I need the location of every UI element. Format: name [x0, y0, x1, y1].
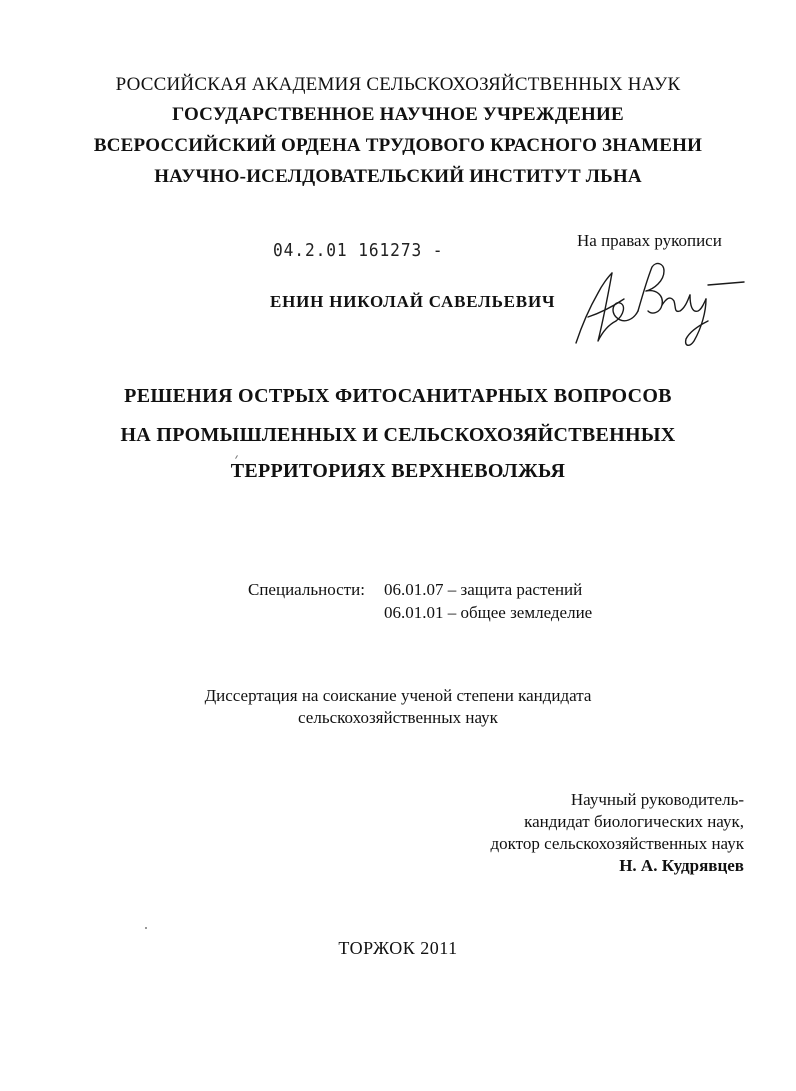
- dissertation-title-line-3: ТЕРРИТОРИЯХ ВЕРХНЕВОЛЖЬЯ: [230, 460, 566, 482]
- author-name: ЕНИН НИКОЛАЙ САВЕЛЬЕВИЧ: [270, 292, 556, 311]
- specialty-item: 06.01.01 – общее земледелие: [384, 603, 593, 622]
- specialties-label: Специальности:: [248, 580, 365, 599]
- scan-speck: [145, 927, 147, 929]
- supervisor-name: Н. А. Кудрявцев: [619, 856, 744, 875]
- registration-stamp: 04.2.01 161273 -: [273, 240, 444, 261]
- institution-order: ВСЕРОССИЙСКИЙ ОРДЕНА ТРУДОВОГО КРАСНОГО ЗНАМЕНИ: [93, 135, 703, 156]
- scan-speck: [235, 455, 238, 459]
- institution-type: ГОСУДАРСТВЕННОЕ НАУЧНОЕ УЧРЕЖДЕНИЕ: [172, 104, 624, 125]
- institute-name: НАУЧНО-ИСЕЛДОВАТЕЛЬСКИЙ ИНСТИТУТ ЛЬНА: [154, 166, 642, 187]
- degree-statement-line-1: Диссертация на соискание ученой степени кандидата: [204, 686, 592, 705]
- specialty-item: 06.01.07 – защита растений: [384, 580, 583, 599]
- supervisor-role: Научный руководитель-: [570, 790, 744, 809]
- supervisor-doctorate: доктор сельскохозяйственных наук: [490, 834, 744, 853]
- degree-statement-line-2: сельскохозяйственных наук: [298, 708, 498, 727]
- author-signature: [568, 255, 748, 350]
- manuscript-rights: На правах рукописи: [577, 231, 722, 250]
- dissertation-title-line-1: РЕШЕНИЯ ОСТРЫХ ФИТОСАНИТАРНЫХ ВОПРОСОВ: [124, 385, 672, 407]
- dissertation-title-line-2: НА ПРОМЫШЛЕННЫХ И СЕЛЬСКОХОЗЯЙСТВЕННЫХ: [120, 424, 676, 446]
- supervisor-degree: кандидат биологических наук,: [524, 812, 744, 831]
- academy-name: РОССИЙСКАЯ АКАДЕМИЯ СЕЛЬСКОХОЗЯЙСТВЕННЫХ НАУК: [115, 74, 681, 95]
- city-year: ТОРЖОК 2011: [338, 938, 458, 958]
